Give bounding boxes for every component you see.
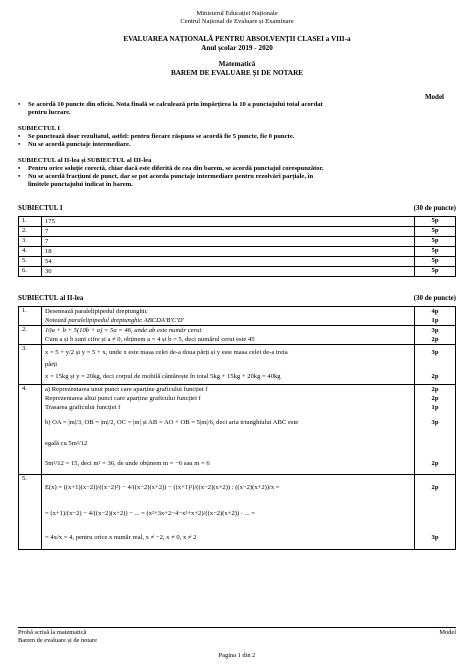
table-row: 1. Desenează paralelipipedul dreptunghic Notează paralelipipedul dreptunghic ABCDA′B′C′D′ 4p 1p [19,307,456,326]
table-row: 3. x = 5 + y/2 și y = 5 + x, unde x este masa celei de-a doua părți și y este masa celei de-a treia părți x = 15kg și y = 20kg, deci corpul de mobilă cântărește în total 5kg + 15kg + 20kg = 40kg 3p 2p [19,345,456,385]
table-row: 1. 175 5p [19,217,456,227]
barem-title: BAREM DE EVALUARE ȘI DE NOTARE [170,69,304,77]
table-row: 4. 18 5p [19,247,456,257]
intro-line1b: pentru lucrare. [28,109,71,116]
sub23-rules-title: SUBIECTUL al II-lea și SUBIECTUL al III-lea [18,157,152,164]
sub2-table [18,306,456,550]
sub23-rule-2: • Nu se acordă fracțiuni de punct, dar se pot acorda punctaje intermediare pentru rezolvări parțiale, în [18,173,314,180]
table-row: 5. 54 5p [19,257,456,267]
sub23-rule-2b: limitele punctajului indicat în barem. [28,181,133,188]
sub23-rule-1: • Pentru orice soluție corectă, chiar dacă este diferită de cea din barem, se acordă punctajul corespunzător. [18,165,324,172]
sub1-rule-1: • Se punctează doar rezultatul, astfel: pentru fiecare răspuns se acordă fie 5 puncte, fie 0 puncte. [18,133,295,140]
page-number: Pagina 1 din 2 [218,652,256,659]
sub1-section-title: SUBIECTUL I (30 de puncte) [18,204,456,212]
sub1-rule-2: • Nu se acordă punctaje intermediare. [18,141,131,148]
sub2-section-title: SUBIECTUL al II-lea (30 de puncte) [18,294,456,302]
center-line: Centrul Național de Evaluare și Examinare [180,18,294,25]
table-row: 2. 7 5p [19,227,456,237]
footer-right: Model [439,629,456,636]
intro-line1: • Se acordă 10 puncte din oficiu. Nota finală se calculează prin împărțirea la 10 a punctajului total acordat [18,101,323,108]
sub1-table [18,216,456,277]
school-year: Anul școlar 2019 - 2020 [201,44,273,52]
table-row: 2. 10a + b + 5(10b + a) = 5a = 46, unde ab este număr cerut Cum a și b sunt cifre și a ≠ 0, obținem a = 4 și b = 5, deci numărul cerut este 45 3p 2p [19,326,456,345]
model-tag: Model [424,93,444,101]
footer-divider [18,627,456,628]
footer-left-1: Probă scrisă la matematică [18,629,87,636]
table-row: 4. a) Reprezentarea unui punct care aparține graficului funcției f Reprezentarea altui punct care aparține graficului funcției f Trasarea graficului funcției f b) OA = |m|/3, OB = |m|/2, OC = |m| și AB = AO + OB = 5|m|/6, deci aria triunghiului ABC este egală cu 5m²/12 5m²/12 = 15, deci m² = 36, de unde obținem m = −6 sau m = 6 2p 2p 1p 3p 2p [19,385,456,475]
ministry-line: Ministerul Educației Naționale [196,10,278,17]
table-row: 6. 30 5p [19,267,456,277]
table-row: 5. E(x) = ((x+1)(x−2))/((x−2)²) − 4/((x−2)(x+2)) − ((x+1)²)/((x−2)(x+2)) : ((x−2)(x+2))/x = = (x+1)/(x−2) − 4/((x−2)(x+2)) − ... = (x²+3x+2−4−x²+x+2)/((x−2)(x+2)) · ... = = 4x/x = 4, pentru orice x număr real, x ≠ −2, x ≠ 0, x ≠ 2 2p 3p [19,475,456,550]
subject-name: Matematică [218,60,256,68]
footer-left-2: Barem de evaluare și de notare [18,637,97,644]
table-row: 3. 7 5p [19,237,456,247]
sub1-rules-title: SUBIECTUL I [18,125,60,132]
exam-title: EVALUAREA NAȚIONALĂ PENTRU ABSOLVENȚII CLASEI a VIII-a [123,35,351,43]
